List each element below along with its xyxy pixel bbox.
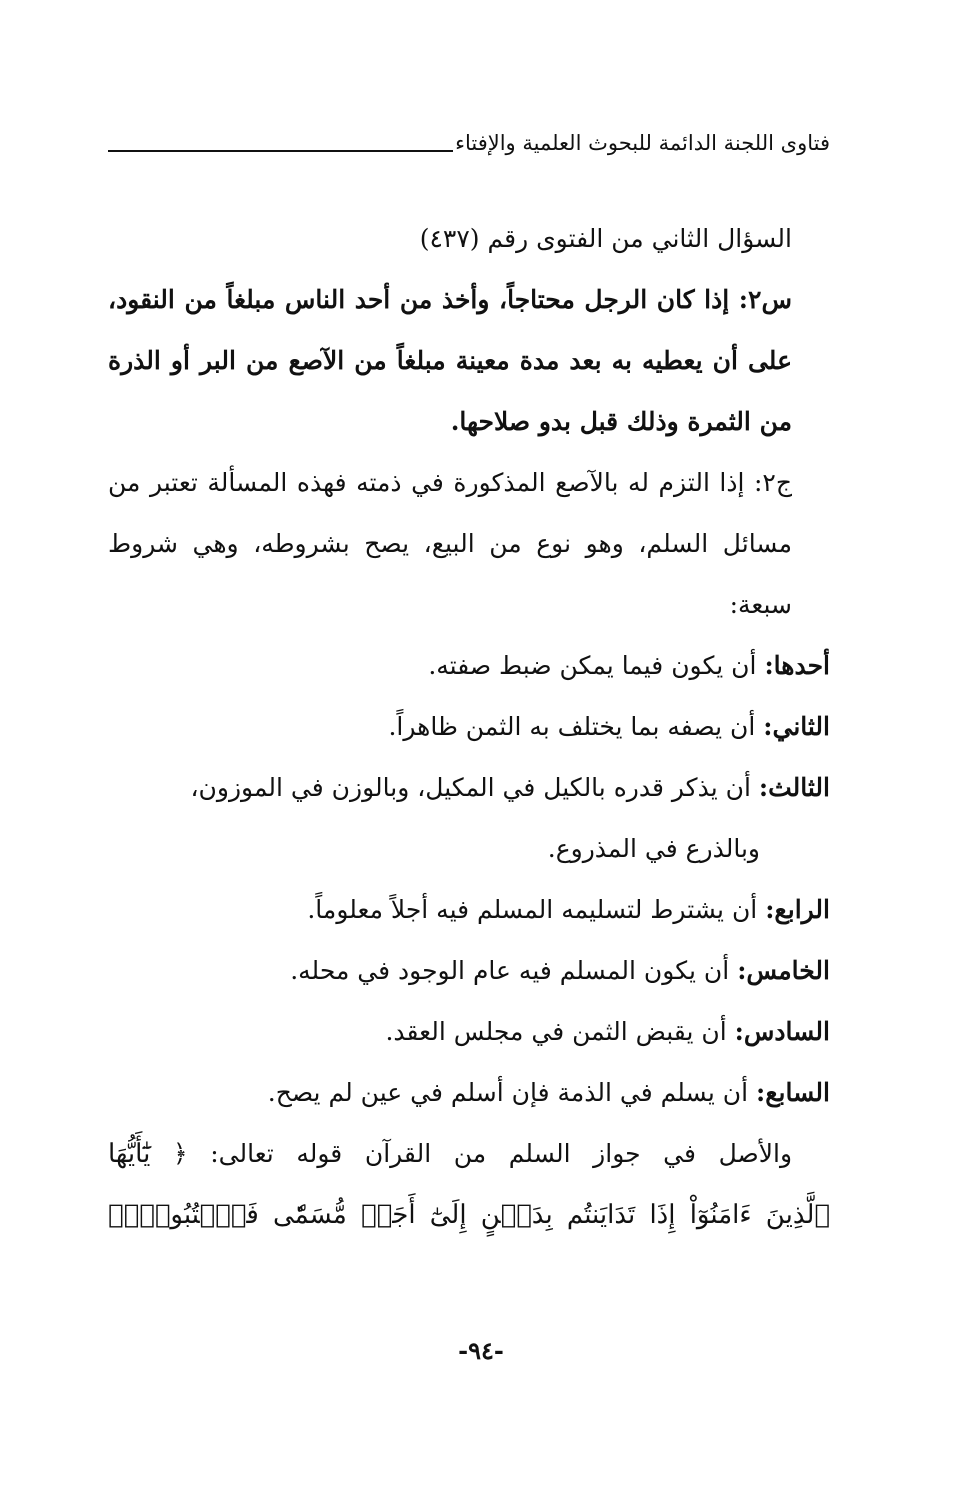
condition-term: الخامس: [737, 956, 830, 985]
header-rule [108, 150, 453, 152]
condition-term: أحدها: [764, 651, 830, 680]
condition-term: الثاني: [763, 712, 830, 741]
condition-5 [108, 940, 830, 1001]
condition-3 [108, 757, 830, 818]
condition-term: السادس: [734, 1017, 830, 1046]
quran-open-bracket: ﴿ [172, 1139, 188, 1168]
condition-3-continuation: وبالذرع في المذروع. [547, 834, 760, 863]
condition-term: الرابع: [765, 895, 830, 924]
condition-text: أن يشترط لتسليمه المسلم فيه أجلاً معلوماً. [307, 895, 766, 924]
condition-text: أن يكون فيما يمكن ضبط صفته. [428, 651, 765, 680]
condition-text: أن يذكر قدره بالكيل في المكيل، وبالوزن في الموزون، [190, 773, 759, 802]
condition-4 [108, 879, 830, 940]
condition-text: أن يصفه بما يختلف به الثمن ظاهراً. [388, 712, 764, 741]
quran-close-bracket: ﴾ [108, 1200, 124, 1230]
answer-intro: ج٢: إذا التزم له بالآصع المذكورة في ذمته فهذه المسألة تعتبر من مسائل السلم، وهو نوع من البيع، يصح بشروطه، وهي شروط سبعة: [108, 468, 792, 619]
condition-7 [108, 1062, 830, 1123]
condition-text: أن يسلم في الذمة فإن أسلم في عين لم يصح. [267, 1078, 757, 1107]
page-body [108, 208, 830, 1246]
condition-1 [108, 635, 830, 696]
condition-2 [108, 696, 830, 757]
quran-verse-part-1: يَٰٓأَيُّهَا [108, 1139, 151, 1169]
condition-text: أن يكون المسلم فيه عام الوجود في محله. [290, 956, 738, 985]
condition-term: السابع: [756, 1078, 830, 1107]
question-reference: السؤال الثاني من الفتوى رقم (٤٣٧) [419, 224, 792, 253]
quran-verse-part-2: ٱلَّذِينَ ءَامَنُوٓاْ إِذَا تَدَايَنتُم بِدَيۡنٍ إِلَىٰٓ أَجَلٖ مُّسَمّٗى فَٱكۡتُبُوهُۚ [123, 1200, 830, 1230]
header-title: فتاوى اللجنة الدائمة للبحوث العلمية والإفتاء [455, 131, 830, 155]
question-text: س٢: إذا كان الرجل محتاجاً، وأخذ من أحد الناس مبلغاً من النقود، على أن يعطيه به بعد مدة معينة مبلغاً من الآصع من البر أو الذرة من الثمرة وذلك قبل بدو صلاحها. [108, 285, 792, 436]
condition-text: أن يقبض الثمن في مجلس العقد. [385, 1017, 735, 1046]
evidence-paragraph [108, 1123, 830, 1185]
quran-verse-line [108, 1185, 830, 1246]
condition-term: الثالث: [758, 773, 830, 802]
page-number: -٩٤- [458, 1336, 504, 1365]
condition-6 [108, 1001, 830, 1062]
running-header [108, 118, 830, 158]
evidence-intro: والأصل في جواز السلم من القرآن قوله تعالى: [210, 1139, 793, 1168]
